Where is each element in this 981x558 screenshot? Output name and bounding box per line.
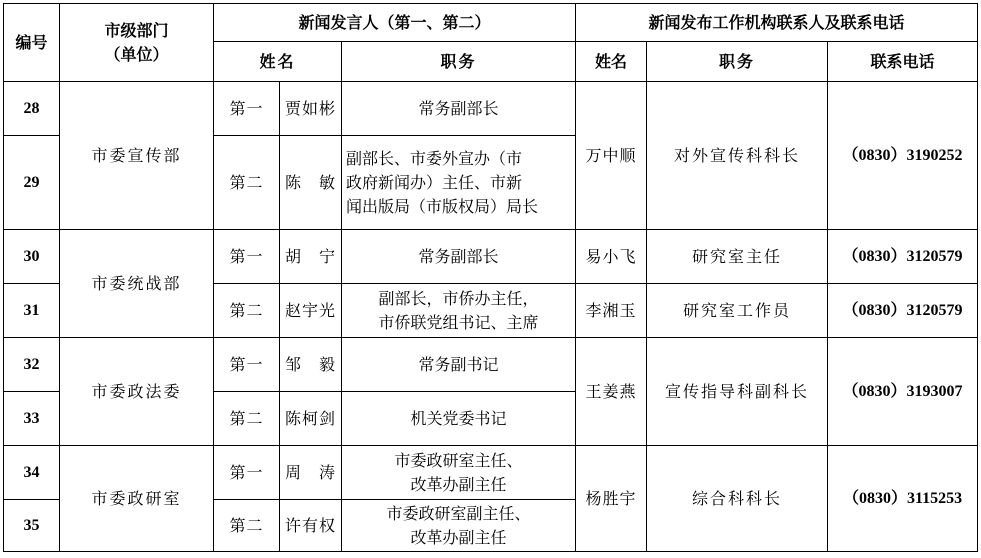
contact-position: 研究室主任 <box>647 230 828 284</box>
speaker-order: 第二 <box>214 284 280 338</box>
contact-name: 李湘玉 <box>576 284 647 338</box>
speaker-position <box>342 392 576 446</box>
table-row <box>4 446 978 500</box>
department-cell: 市委宣传部 <box>60 82 214 230</box>
header-number: 编号 <box>4 4 60 82</box>
header-row-1 <box>4 4 978 42</box>
position-line: 常务副部长 <box>418 246 499 266</box>
row-number: 31 <box>4 284 60 338</box>
header-name: 姓名 <box>214 42 342 82</box>
speaker-order: 第二 <box>214 500 280 552</box>
position-line: 政府新闻办）主任、市新 <box>346 172 523 192</box>
spokesperson-table <box>3 3 978 552</box>
row-number: 30 <box>4 230 60 284</box>
contact-name: 杨胜宇 <box>576 446 647 552</box>
position-line: 副部长、市委外宣办（市 <box>346 148 523 168</box>
row-number: 28 <box>4 82 60 136</box>
contact-phone: （0830）3115253 <box>828 446 978 552</box>
header-department-line1: 市级部门 <box>104 20 169 40</box>
header-department <box>60 4 214 82</box>
position-line: 市侨联党组书记、主席 <box>378 312 539 332</box>
speaker-position <box>342 82 576 136</box>
speaker-name: 贾如彬 <box>280 82 342 136</box>
speaker-name: 邹 毅 <box>280 338 342 392</box>
header-spokesperson-group: 新闻发言人（第一、第二） <box>214 4 576 42</box>
speaker-order: 第二 <box>214 136 280 230</box>
speaker-order: 第一 <box>214 446 280 500</box>
speaker-name: 赵宇光 <box>280 284 342 338</box>
contact-position: 综合科科长 <box>647 446 828 552</box>
department-cell: 市委政法委 <box>60 338 214 446</box>
speaker-order: 第二 <box>214 392 280 446</box>
speaker-order: 第一 <box>214 82 280 136</box>
speaker-name: 许有权 <box>280 500 342 552</box>
position-line: 闻出版局（市版权局）局长 <box>346 196 539 216</box>
row-number: 35 <box>4 500 60 552</box>
department-cell: 市委政研室 <box>60 446 214 552</box>
speaker-name: 胡 宁 <box>280 230 342 284</box>
header-department-line2: （单位） <box>104 44 169 64</box>
row-number: 29 <box>4 136 60 230</box>
speaker-order: 第一 <box>214 230 280 284</box>
contact-position: 对外宣传科科长 <box>647 82 828 230</box>
speaker-name: 周 涛 <box>280 446 342 500</box>
position-line: 副部长，市侨办主任， <box>378 288 539 308</box>
contact-name: 易小飞 <box>576 230 647 284</box>
speaker-position <box>342 338 576 392</box>
speaker-position <box>342 136 576 230</box>
contact-name: 王姜燕 <box>576 338 647 446</box>
table-row <box>4 230 978 284</box>
position-line: 市委政研室主任、 <box>394 450 523 470</box>
speaker-name: 陈 敏 <box>280 136 342 230</box>
contact-name: 万中顺 <box>576 82 647 230</box>
contact-phone: （0830）3190252 <box>828 82 978 230</box>
contact-phone: （0830）3193007 <box>828 338 978 446</box>
position-line: 改革办副主任 <box>410 527 507 547</box>
row-number: 34 <box>4 446 60 500</box>
header-contact-group: 新闻发布工作机构联系人及联系电话 <box>576 4 978 42</box>
speaker-name: 陈柯剑 <box>280 392 342 446</box>
contact-phone: （0830）3120579 <box>828 284 978 338</box>
position-line: 机关党委书记 <box>410 408 507 428</box>
contact-position: 研究室工作员 <box>647 284 828 338</box>
position-line: 改革办副主任 <box>410 474 507 494</box>
row-number: 32 <box>4 338 60 392</box>
contact-phone: （0830）3120579 <box>828 230 978 284</box>
speaker-position <box>342 230 576 284</box>
position-line: 常务副部长 <box>418 98 499 118</box>
contact-position: 宣传指导科副科长 <box>647 338 828 446</box>
position-line: 常务副书记 <box>418 354 499 374</box>
row-number: 33 <box>4 392 60 446</box>
speaker-order: 第一 <box>214 338 280 392</box>
table-row <box>4 82 978 136</box>
speaker-position <box>342 446 576 500</box>
department-cell: 市委统战部 <box>60 230 214 338</box>
position-line: 市委政研室副主任、 <box>386 503 531 523</box>
header-phone: 联系电话 <box>828 42 978 82</box>
header-contact-name: 姓名 <box>576 42 647 82</box>
speaker-position <box>342 500 576 552</box>
table-row <box>4 338 978 392</box>
header-position: 职务 <box>342 42 576 82</box>
header-contact-position: 职务 <box>647 42 828 82</box>
speaker-position <box>342 284 576 338</box>
